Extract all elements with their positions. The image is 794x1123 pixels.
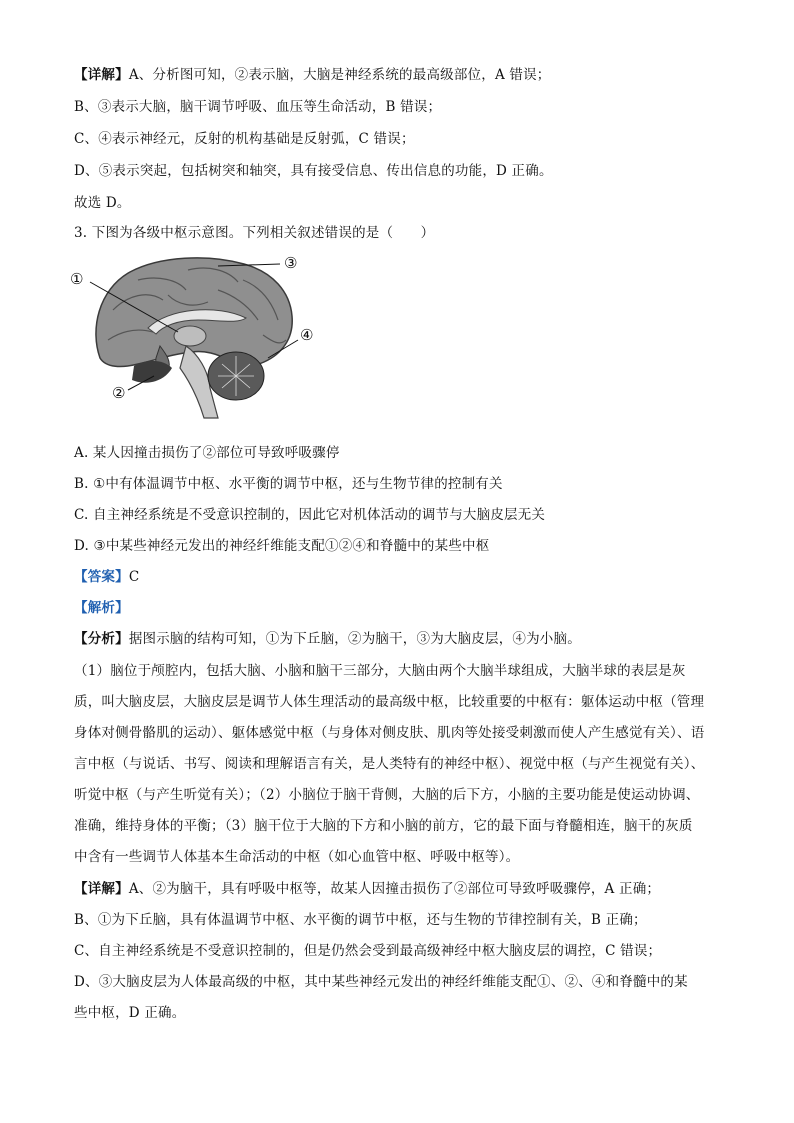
option-d: D. ③中某些神经元发出的神经纤维能支配①②④和脊髓中的某些中枢	[74, 538, 490, 554]
question-stem: 3. 下图为各级中枢示意图。下列相关叙述错误的是（ ）	[74, 225, 435, 241]
answer-value: C	[128, 569, 140, 585]
analysis-heading	[74, 599, 724, 617]
answer	[74, 568, 724, 586]
prev-detail-c: C、④表示神经元，反射的机构基础是反射弧，C 错误；	[74, 131, 415, 147]
analysis-line: 质，叫大脑皮层，大脑皮层是调节人体生理活动的最高级中枢，比较重要的中枢有：躯体运动中枢（管理	[74, 694, 705, 710]
detail-tag: 【详解】	[74, 67, 129, 83]
analysis-line: 准确，维持身体的平衡；（3）脑干位于大脑的下方和小脑的前方，它的最下面与脊髓相连，脑干的灰质	[74, 818, 693, 834]
temporal-shape	[132, 361, 172, 383]
analysis-line: 言中枢（与说话、书写、阅读和理解语言有关，是人类特有的神经中枢）、视觉中枢（与产生视觉有关）、	[74, 756, 705, 772]
option-b: B. ①中有体温调节中枢、水平衡的调节中枢，还与生物节律的控制有关	[74, 476, 503, 492]
option-a: A. 某人因撞击损伤了②部位可导致呼吸骤停	[74, 445, 340, 461]
fenxi-tag: 【分析】	[74, 631, 129, 647]
detail-d-cont: 些中枢，D 正确。	[74, 1005, 186, 1021]
detail-c: C、自主神经系统是不受意识控制的，但是仍然会受到最高级神经中枢大脑皮层的调控，C 错误；	[74, 943, 662, 959]
label-4: ④	[300, 326, 314, 344]
detail-d: D、③大脑皮层为人体最高级的中枢，其中某些神经元发出的神经纤维能支配①、②、④和脊髓中的某	[74, 974, 688, 990]
answer-tag: 【答案】	[74, 569, 129, 585]
analysis-line: （1）脑位于颅腔内，包括大脑、小脑和脑干三部分，大脑由两个大脑半球组成，大脑半球的表层是灰	[74, 663, 686, 679]
prev-choice: 故选 D。	[74, 195, 131, 211]
thalamus-shape	[174, 326, 206, 346]
analysis-line: 中含有一些调节人体基本生命活动的中枢（如心血管中枢、呼吸中枢等）。	[74, 849, 520, 865]
analysis-fenxi: 【分析】据图示脑的结构可知，①为下丘脑，②为脑干，③为大脑皮层，④为小脑。	[74, 631, 581, 647]
option-c: C. 自主神经系统是不受意识控制的，因此它对机体活动的调节与大脑皮层无关	[74, 507, 546, 523]
label-3: ③	[284, 254, 298, 272]
brain-figure	[68, 250, 318, 420]
detail-b: B、①为下丘脑，具有体温调节中枢、水平衡的调节中枢，还与生物的节律控制有关，B 正确；	[74, 912, 647, 928]
label-2: ②	[112, 384, 126, 402]
prev-detail-d: D、⑤表示突起，包括树突和轴突，具有接受信息、传出信息的功能，D 正确。	[74, 163, 553, 179]
detail-a: 【详解】A、②为脑干，具有呼吸中枢等，故某人因撞击损伤了②部位可导致呼吸骤停，A 正确；	[74, 881, 661, 897]
analysis-line: 身体对侧骨骼肌的运动）、躯体感觉中枢（与身体对侧皮肤、肌肉等处接受刺激而使人产生感觉有关）、语	[74, 725, 705, 741]
brain-illustration	[68, 250, 318, 420]
detail-tag: 【详解】	[74, 881, 129, 897]
prev-detail-b: B、③表示大脑，脑干调节呼吸、血压等生命活动，B 错误；	[74, 99, 442, 115]
label-1: ①	[70, 270, 84, 288]
analysis-tag: 【解析】	[74, 600, 129, 616]
prev-detail-a: 【详解】A、分析图可知，②表示脑，大脑是神经系统的最高级部位，A 错误；	[74, 67, 551, 83]
analysis-line: 听觉中枢（与产生听觉有关）；（2）小脑位于脑干背侧，大脑的后下方，小脑的主要功能是使运动协调、	[74, 787, 700, 803]
